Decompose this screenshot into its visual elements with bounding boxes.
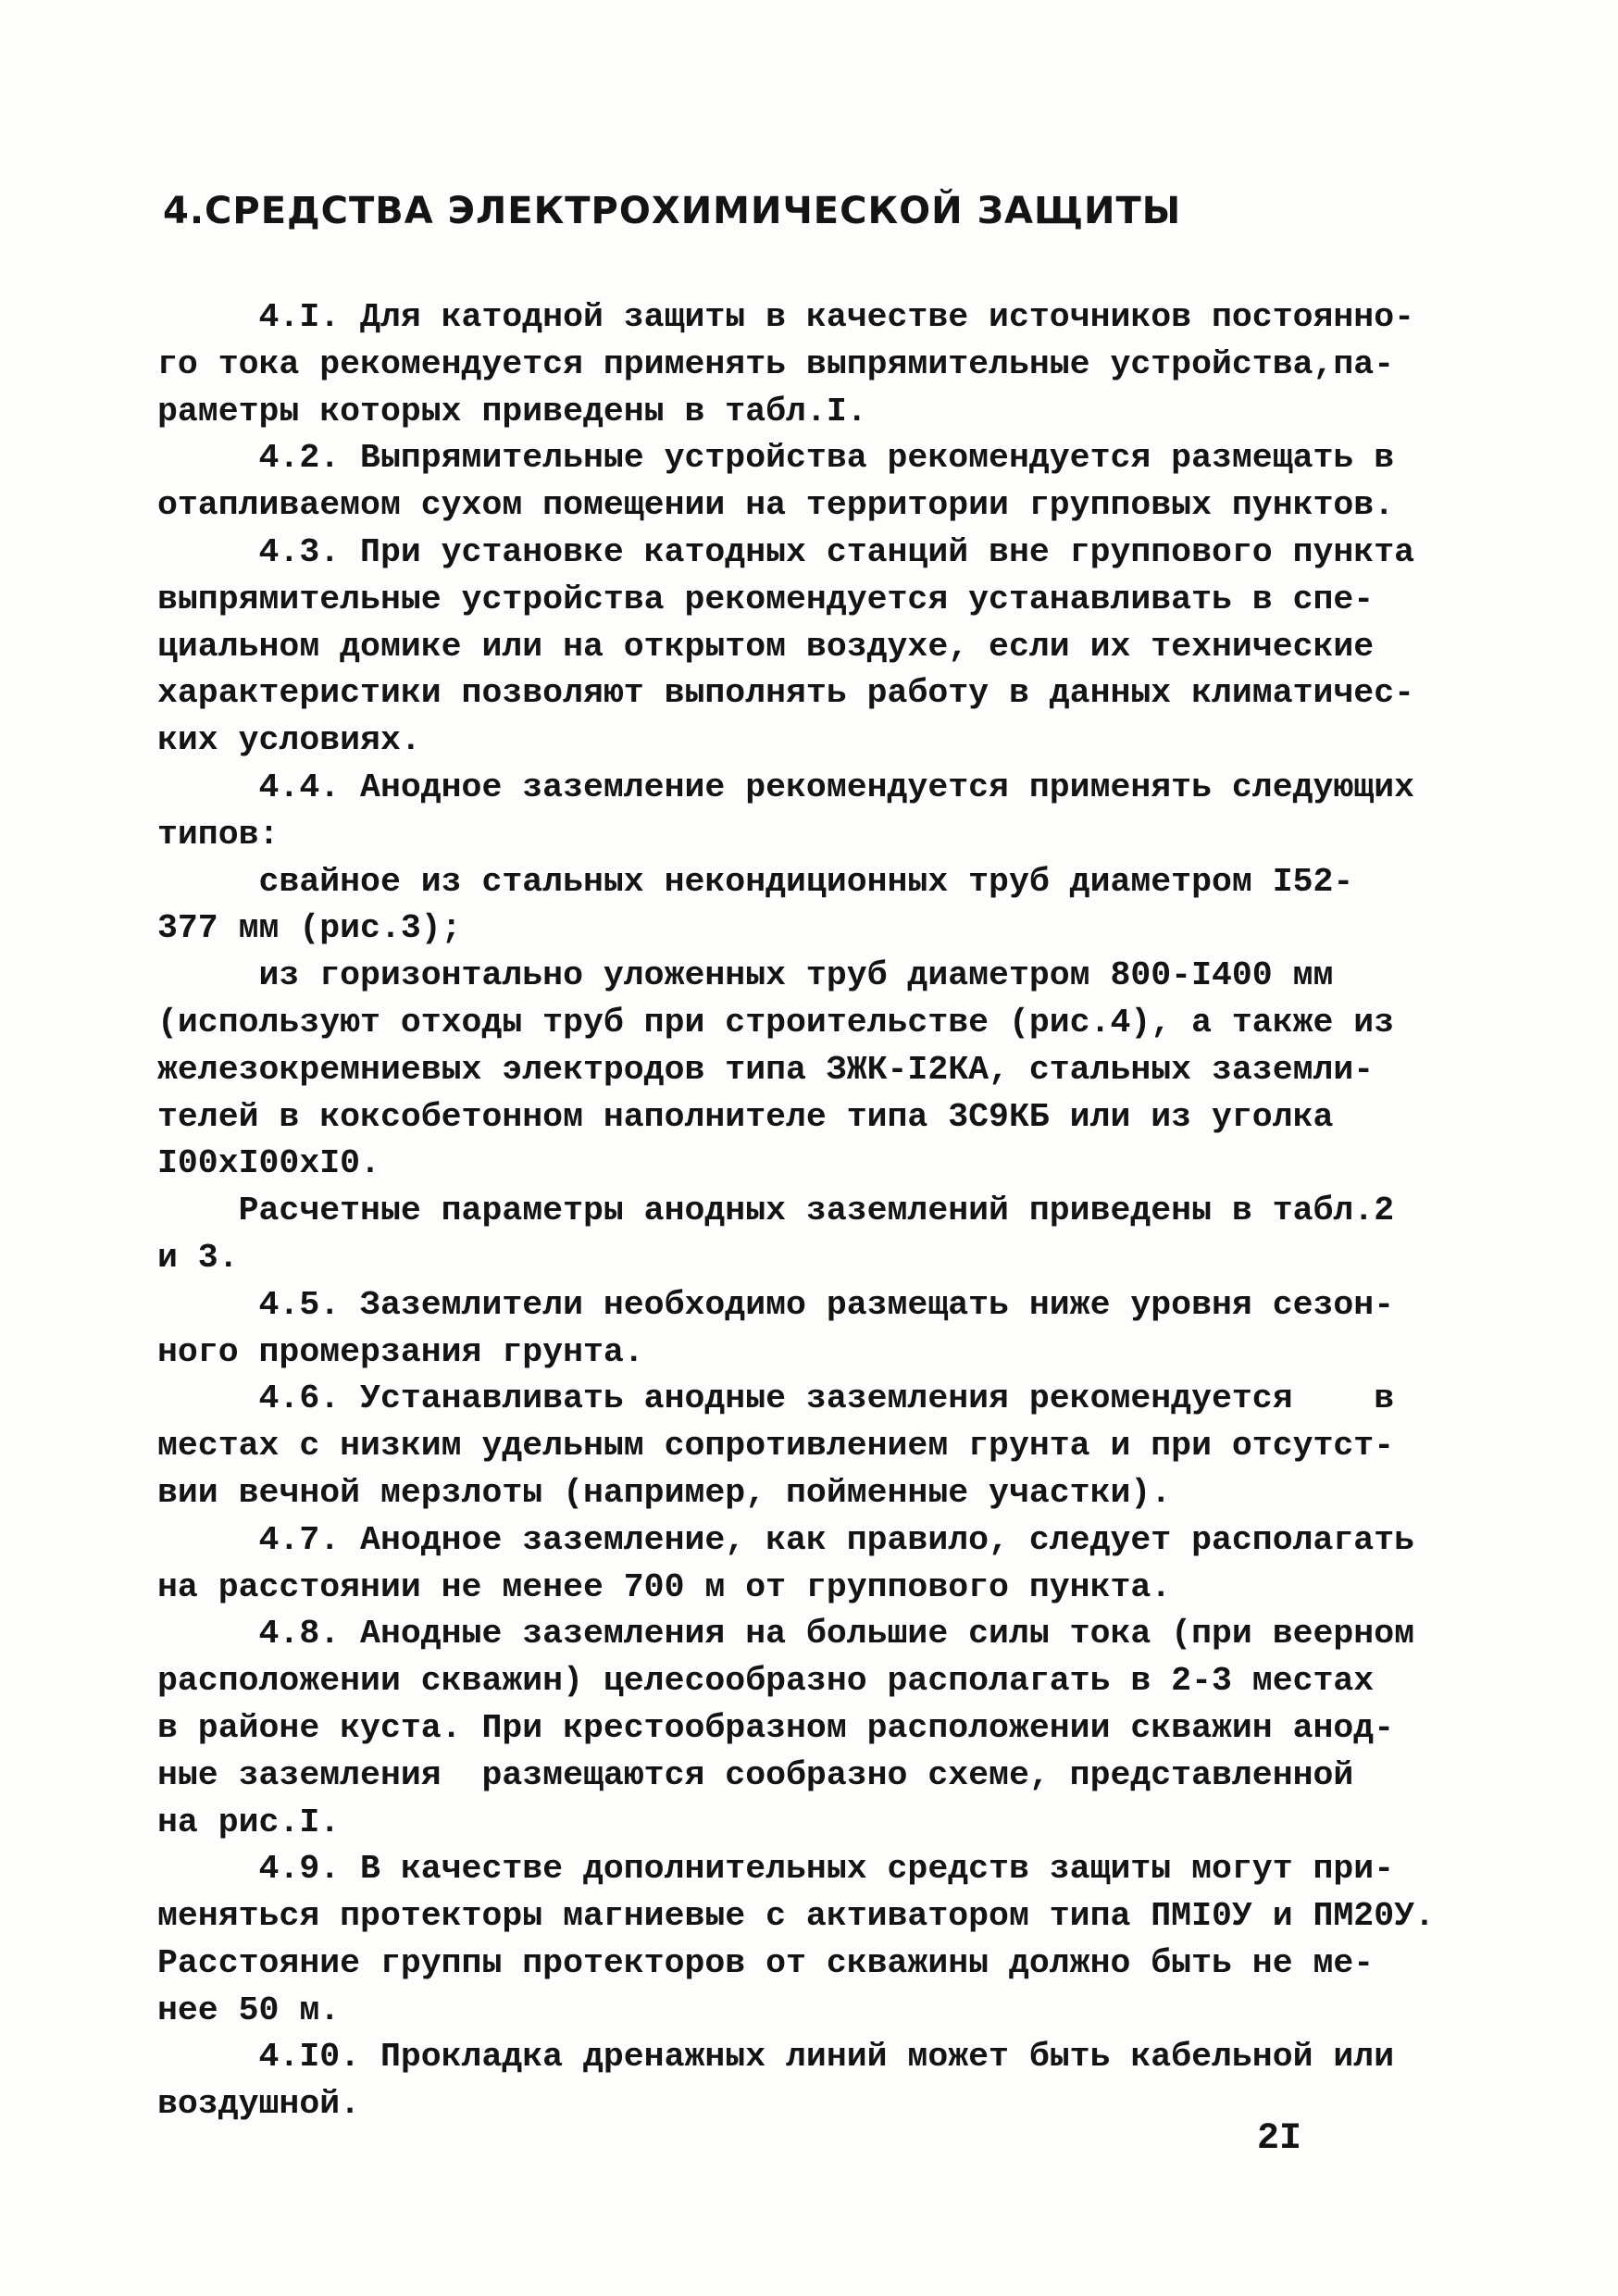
text-line: 4.8. Анодные заземления на большие силы тока (при веерном — [157, 1615, 1415, 1653]
text-line: телей в коксобетонном наполнителе типа 3С9КБ или из уголка — [157, 1097, 1334, 1136]
text-line: из горизонтально уложенных труб диаметром 800-I400 мм — [157, 956, 1334, 995]
text-line: нее 50 м. — [157, 1990, 341, 2029]
text-line: 4.I. Для катодной защиты в качестве источников постоянно- — [157, 298, 1415, 336]
text-line: на расстоянии не менее 700 м от группового пункта. — [157, 1567, 1172, 1606]
text-line: железокремниевых электродов типа ЗЖК-I2КА, стальных заземли- — [157, 1050, 1375, 1089]
section-heading: 4.СРЕДСТВА ЭЛЕКТРОХИМИЧЕСКОЙ ЗАЩИТЫ — [163, 190, 1182, 232]
text-line: типов: — [157, 815, 280, 854]
text-line: характеристики позволяют выполнять работу в данных климатичес- — [157, 674, 1415, 713]
text-line: ные заземления размещаются сообразно схеме, представленной — [157, 1755, 1354, 1794]
text-line: вии вечной мерзлоты (например, пойменные участки). — [157, 1473, 1172, 1512]
text-line: выпрямительные устройства рекомендуется устанавливать в спе- — [157, 580, 1375, 618]
text-line: меняться протекторы магниевые с активатором типа ПМI0У и ПМ20У. — [157, 1897, 1435, 1936]
text-line: и 3. — [157, 1238, 239, 1277]
text-line: 4.3. При установке катодных станций вне группового пункта — [157, 532, 1415, 571]
text-line: 4.2. Выпрямительные устройства рекомендуется размещать в — [157, 439, 1395, 478]
text-line: (используют отходы труб при строительстве (рис.4), а также из — [157, 1003, 1395, 1042]
text-line: 4.7. Анодное заземление, как правило, следует располагать — [157, 1520, 1415, 1559]
text-line: 4.9. В качестве дополнительных средств защиты могут при- — [157, 1850, 1395, 1889]
text-line: циальном домике или на открытом воздухе, если их технические — [157, 627, 1375, 666]
text-line: свайное из стальных некондиционных труб диаметром I52- — [157, 862, 1354, 901]
text-line: ких условиях. — [157, 721, 421, 760]
text-line: I00хI00хI0. — [157, 1144, 380, 1183]
text-line: на рис.I. — [157, 1803, 341, 1841]
text-line: 377 мм (рис.3); — [157, 909, 462, 948]
text-line: расположении скважин) целесообразно располагать в 2-3 местах — [157, 1662, 1375, 1701]
text-line: 4.I0. Прокладка дренажных линий может быть кабельной или — [157, 2038, 1395, 2077]
text-line: в районе куста. При крестообразном расположении скважин анод- — [157, 1708, 1395, 1747]
text-line: раметры которых приведены в табл.I. — [157, 392, 867, 430]
text-line: ного промерзания грунта. — [157, 1332, 644, 1371]
text-line: 4.5. Заземлители необходимо размещать ниже уровня сезон- — [157, 1285, 1395, 1324]
text-line: воздушной. — [157, 2085, 361, 2124]
text-line: Расчетные параметры анодных заземлений приведены в табл.2 — [157, 1192, 1395, 1230]
text-line: 4.6. Устанавливать анодные заземления рекомендуется в — [157, 1379, 1395, 1418]
body-text — [157, 294, 1435, 2128]
page-number: 2I — [1257, 2118, 1302, 2160]
text-line: 4.4. Анодное заземление рекомендуется применять следующих — [157, 767, 1415, 806]
text-line: местах с низким удельным сопротивлением грунта и при отсутст- — [157, 1427, 1395, 1466]
text-line: го тока рекомендуется применять выпрямительные устройства,па- — [157, 344, 1395, 383]
text-line: Расстояние группы протекторов от скважины должно быть не ме- — [157, 1943, 1375, 1982]
text-line: отапливаемом сухом помещении на территории групповых пунктов. — [157, 486, 1395, 525]
